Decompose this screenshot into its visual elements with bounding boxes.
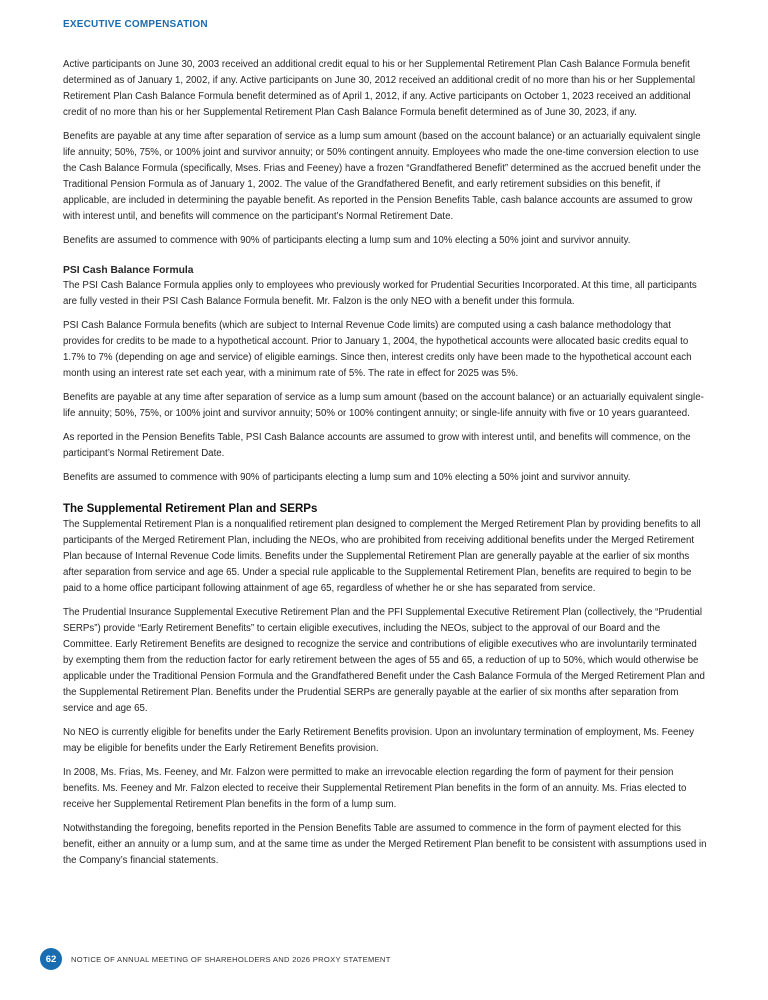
paragraph: Active participants on June 30, 2003 received an additional credit equal to his or her Supplemental Retirement Plan Cash Balance Formula benefit determined as of January 1, 2002, if any. Active participants on June 30, 2012 received an additional credit of no more than his or her Supplemental Retirement Plan Cash Balance Formula benefit determined as of April 1, 2012, if any. Active participants on October 1, 2023 received an additional credit of no more than his or her Supplemental Retirement Plan Cash Balance Formula benefit determined as of June 30, 2023, if any. <box>63 59 696 118</box>
document-body <box>63 57 709 877</box>
paragraph: Benefits are assumed to commence with 90% of participants electing a lump sum and 10% electing a 50% joint and survivor annuity. <box>63 235 631 246</box>
page-footer <box>40 948 391 970</box>
paragraph: As reported in the Pension Benefits Table, PSI Cash Balance accounts are assumed to grow with interest until, and benefits will commence, on the participant’s Normal Retirement Date. <box>63 432 691 459</box>
paragraph: The PSI Cash Balance Formula applies only to employees who previously worked for Prudential Securities Incorporated. At this time, all participants are fully vested in their PSI Cash Balance Formula benefit. Mr. Falzon is the only NEO with a benefit under this formula. <box>63 280 697 307</box>
paragraph: The Prudential Insurance Supplemental Executive Retirement Plan and the PFI Supplemental Executive Retirement Plan (collectively, the “Prudential SERPs”) provide “Early Retirement Benefits” to certain eligible executives, including the NEOs, subject to the approval of our Board and the Committee. Early Retirement Benefits are designed to recognize the service and contributions of eligible executives who are involuntarily terminated by exempting them from the reduction factor for early retirement between the ages of 55 and 65, a reduction of up to 50%, which would otherwise be applicable under the Traditional Pension Formula and the Grandfathered Benefit under the Cash Balance Formula of the Merged Retirement Plan and the Supplemental Retirement Plan. Benefits under the Prudential SERPs are generally payable at the earlier of six months after separation from service and age 65. <box>63 607 705 714</box>
serp-section-heading: The Supplemental Retirement Plan and SERPs <box>63 503 318 515</box>
paragraph: Notwithstanding the foregoing, benefits reported in the Pension Benefits Table are assumed to commence in the form of payment elected for this benefit, either an annuity or a lump sum, and at the same time as under the Merged Retirement Plan benefit to be consistent with assumptions used in the Company’s financial statements. <box>63 823 707 866</box>
paragraph: In 2008, Ms. Frias, Ms. Feeney, and Mr. Falzon were permitted to make an irrevocable election regarding the form of payment for their pension benefits. Ms. Feeney and Mr. Falzon elected to receive their Supplemental Retirement Plan benefits in the form of an annuity. Ms. Frias elected to receive her Supplemental Retirement Plan benefits in the form of a lump sum. <box>63 767 687 810</box>
paragraph: PSI Cash Balance Formula benefits (which are subject to Internal Revenue Code limits) are computed using a cash balance methodology that provides for credits to be made to a hypothetical account. Prior to January 1, 2004, the hypothetical accounts were allocated basic credits equal to 1.7% to 7% (depending on age and service) of eligible earnings. Since then, interest credits only have been made to the hypothetical account each month using an interest rate set each year, with a minimum rate of 5%. The rate in effect for 2025 was 5%. <box>63 320 692 379</box>
paragraph: Benefits are assumed to commence with 90% of participants electing a lump sum and 10% electing a 50% joint and survivor annuity. <box>63 472 631 483</box>
paragraph: No NEO is currently eligible for benefits under the Early Retirement Benefits provision. Upon an involuntary termination of employment, Ms. Feeney may be eligible for benefits under the Early Retirement Benefits provision. <box>63 727 695 754</box>
page-number-badge: 62 <box>40 948 62 970</box>
paragraph: The Supplemental Retirement Plan is a nonqualified retirement plan designed to complement the Merged Retirement Plan by providing benefits to all participants of the Merged Retirement Plan, including the NEOs, who are prohibited from receiving additional benefits under the Merged Retirement Plan because of Internal Revenue Code limits. Benefits under the Supplemental Retirement Plan are generally payable at the earlier of six months after separation from service and age 65. Under a special rule applicable to the Supplemental Retirement Plan, benefits are required to begin to be paid to a home office participant following attainment of age 65, regardless of whether he or she has separated from service. <box>63 519 701 594</box>
paragraph: Benefits are payable at any time after separation of service as a lump sum amount (based on the account balance) or an actuarially equivalent single-life annuity; 50%, 75%, or 100% joint and survivor annuity; 50% or 100% contingent annuity; or single-life annuity with five or 10 years guaranteed. <box>63 392 704 419</box>
footer-title: NOTICE OF ANNUAL MEETING OF SHAREHOLDERS AND 2026 PROXY STATEMENT <box>71 954 391 964</box>
psi-cash-balance-heading: PSI Cash Balance Formula <box>63 265 194 276</box>
section-label: EXECUTIVE COMPENSATION <box>63 19 208 30</box>
paragraph: Benefits are payable at any time after separation of service as a lump sum amount (based on the account balance) or an actuarially equivalent single life annuity; 50%, 75%, or 100% joint and survivor annuity; or 50% contingent annuity. Employees who made the one-time conversion election to use the Cash Balance Formula (specifically, Mses. Frias and Feeney) have a frozen “Grandfathered Benefit” determined as the accrued benefit under the Traditional Pension Formula as of January 1, 2002. The value of the Grandfathered Benefit, and early retirement subsidies on this benefit, if applicable, are included in determining the payable benefit. As reported in the Pension Benefits Table, cash balance accounts are assumed to grow with interest until, and benefits will commence on the participant’s Normal Retirement Date. <box>63 131 701 222</box>
